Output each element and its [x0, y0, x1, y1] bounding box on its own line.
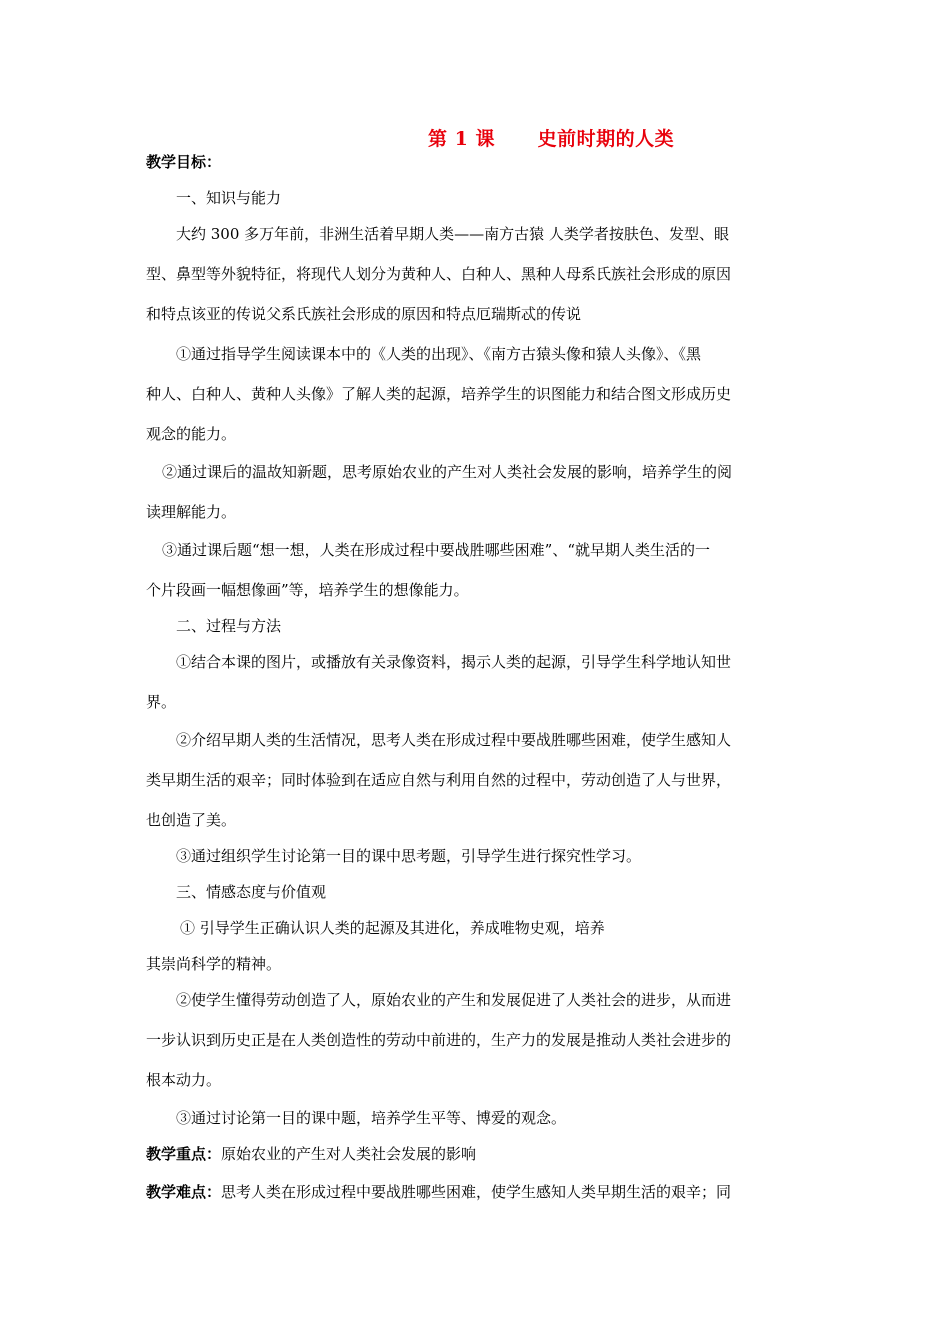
- paragraph-line: 类早期生活的艰辛；同时体验到在适应自然与利用自然的过程中，劳动创造了人与世界，: [146, 771, 732, 789]
- lesson-title: 第 1 课 史前时期的人类: [428, 128, 675, 150]
- paragraph-line: ①结合本课的图片，或播放有关录像资料，揭示人类的起源，引导学生科学地认知世: [176, 653, 732, 671]
- paragraph-line: ①通过指导学生阅读课本中的《人类的出现》、《南方古猿头像和猿人头像》、《黑: [176, 345, 702, 363]
- heading-knowledge-ability: 一、知识与能力: [176, 189, 282, 207]
- paragraph-line: 其崇尚科学的精神。: [146, 955, 282, 973]
- paragraph-line: ②使学生懂得劳动创造了人，原始农业的产生和发展促进了人类社会的进步，从而进: [176, 991, 732, 1009]
- paragraph-line: 一步认识到历史正是在人类创造性的劳动中前进的，生产力的发展是推动人类社会进步的: [146, 1031, 732, 1049]
- key-point-label: 教学重点：: [146, 1145, 222, 1163]
- paragraph-line: ③通过讨论第一目的课中题，培养学生平等、博爱的观念。: [176, 1109, 567, 1127]
- paragraph-line: 型、鼻型等外貌特征，将现代人划分为黄种人、白种人、黑种人母系氏族社会形成的原因: [146, 265, 732, 283]
- paragraph-line: ① 引导学生正确认识人类的起源及其进化，养成唯物史观，培养: [180, 919, 605, 937]
- paragraph-line: 读理解能力。: [146, 503, 237, 521]
- paragraph-line: 界。: [146, 693, 177, 711]
- paragraph-line: ②介绍早期人类的生活情况，思考人类在形成过程中要战胜哪些困难，使学生感知人: [176, 731, 732, 749]
- paragraph-line: 和特点该亚的传说父系氏族社会形成的原因和特点厄瑞斯忒的传说: [146, 305, 582, 323]
- paragraph-line: 根本动力。: [146, 1071, 222, 1089]
- difficulty-line: [146, 1182, 731, 1202]
- key-point-text: 原始农业的产生对人类社会发展的影响: [221, 1145, 477, 1163]
- paragraph-line: 也创造了美。: [146, 811, 237, 829]
- heading-emotion-values: 三、情感态度与价值观: [176, 883, 327, 901]
- paragraph-line: ②通过课后的温故知新题，思考原始农业的产生对人类社会发展的影响，培养学生的阅: [162, 463, 733, 481]
- paragraph-line: 种人、白种人、黄种人头像》了解人类的起源，培养学生的识图能力和结合图文形成历史: [146, 385, 732, 403]
- paragraph-line: ③通过课后题“想一想，人类在形成过程中要战胜哪些困难”、“就早期人类生活的一: [162, 541, 711, 559]
- paragraph-line: ③通过组织学生讨论第一目的课中思考题，引导学生进行探究性学习。: [176, 847, 642, 865]
- difficulty-label: 教学难点：: [146, 1183, 222, 1201]
- difficulty-text: 思考人类在形成过程中要战胜哪些困难，使学生感知人类早期生活的艰辛；同: [221, 1183, 732, 1201]
- key-point-line: [146, 1144, 476, 1164]
- paragraph-line: 观念的能力。: [146, 425, 237, 443]
- paragraph-line: 大约 300 多万年前，非洲生活着早期人类——南方古猿 人类学者按肤色、发型、眼: [176, 225, 729, 243]
- section-goals-heading: 教学目标：: [146, 153, 222, 171]
- paragraph-line: 个片段画一幅想像画”等，培养学生的想像能力。: [146, 581, 469, 599]
- heading-process-method: 二、过程与方法: [176, 617, 282, 635]
